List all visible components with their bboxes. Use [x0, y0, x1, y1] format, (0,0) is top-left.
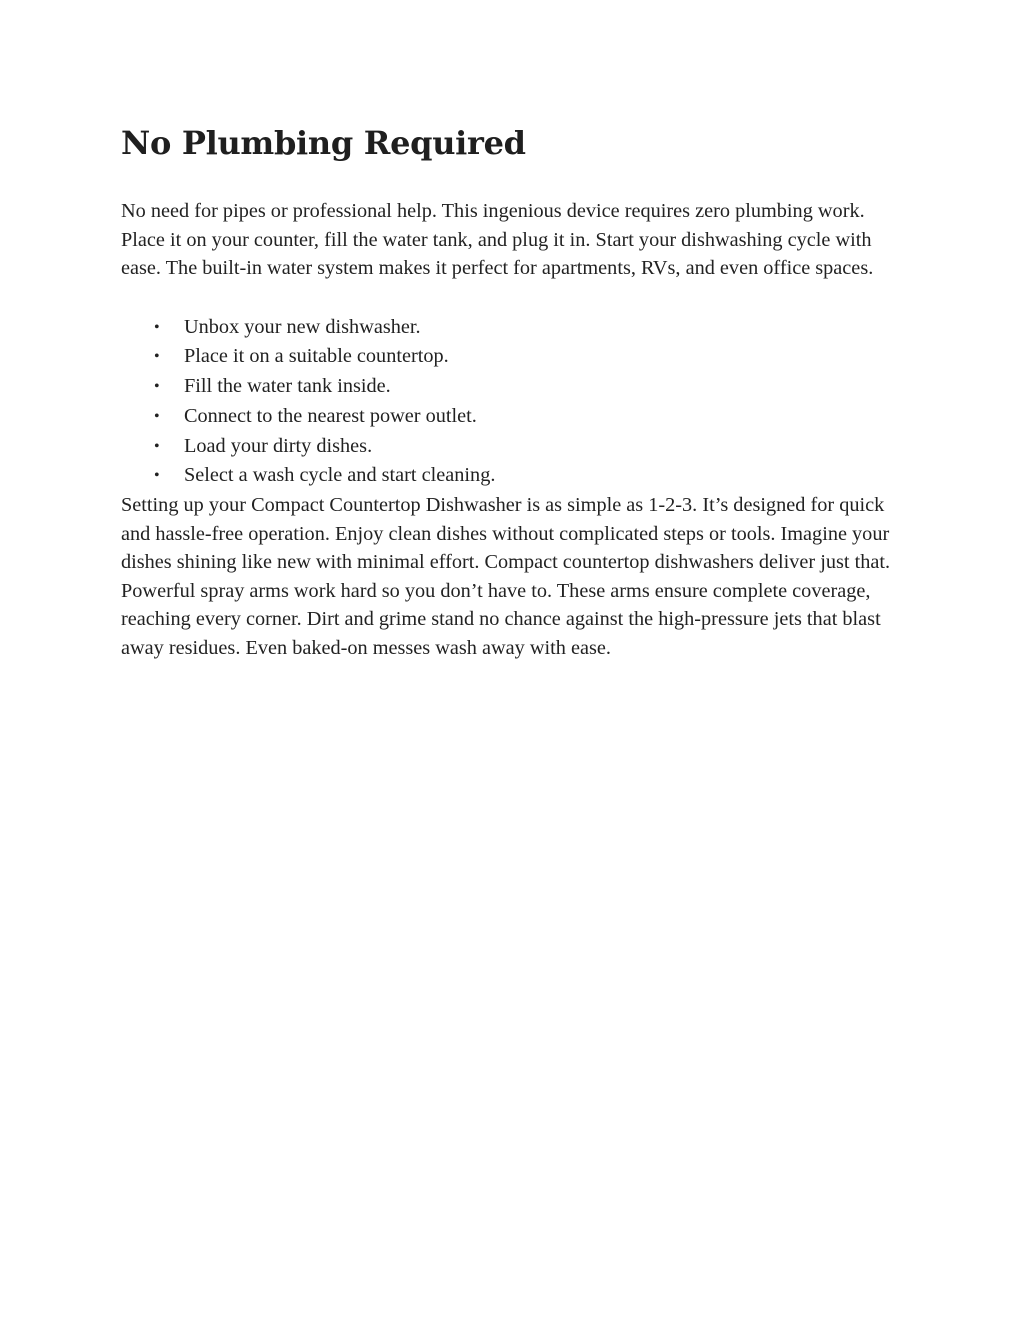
- setup-steps-list: [121, 313, 911, 491]
- list-item-text: Load your dirty dishes.: [184, 434, 373, 457]
- list-item: [121, 432, 911, 462]
- list-item-text: Unbox your new dishwasher.: [184, 315, 421, 338]
- intro-paragraph: No need for pipes or professional help. This ingenious device requires zero plumbing work. Place it on your counter, fill the water tank, and plug it in. Start your dishwashing cycle with ease. The built-in water system makes it perfect for apartments, RVs, and even office spaces.: [121, 200, 874, 280]
- bullet-icon: •: [154, 407, 160, 425]
- bullet-icon: •: [154, 378, 160, 396]
- list-item-text: Connect to the nearest power outlet.: [184, 404, 477, 427]
- list-item: [121, 372, 911, 402]
- list-item: [121, 342, 911, 372]
- list-item: [121, 461, 911, 491]
- list-item: [121, 402, 911, 432]
- bullet-icon: •: [154, 467, 160, 485]
- list-item-text: Fill the water tank inside.: [184, 375, 391, 398]
- outro-paragraph: Setting up your Compact Countertop Dishwasher is as simple as 1-2-3. It’s designed for quick and hassle-free operation. Enjoy clean dishes without complicated steps or tools. Imagine your dishes shining like new with minimal effort. Compact countertop dishwashers deliver just that. Powerful spray arms work hard so you don’t have to. These arms ensure complete coverage, reaching every corner. Dirt and grime stand no chance against the high-pressure jets that blast away residues. Even baked-on messes wash away with ease.: [121, 494, 891, 659]
- bullet-icon: •: [154, 318, 160, 336]
- page-title: No Plumbing Required: [121, 124, 526, 162]
- list-item-text: Place it on a suitable countertop.: [184, 345, 449, 368]
- list-item-text: Select a wash cycle and start cleaning.: [184, 464, 496, 487]
- document-page: [121, 120, 911, 663]
- bullet-icon: •: [154, 348, 160, 366]
- list-item: [121, 313, 911, 343]
- bullet-icon: •: [154, 437, 160, 455]
